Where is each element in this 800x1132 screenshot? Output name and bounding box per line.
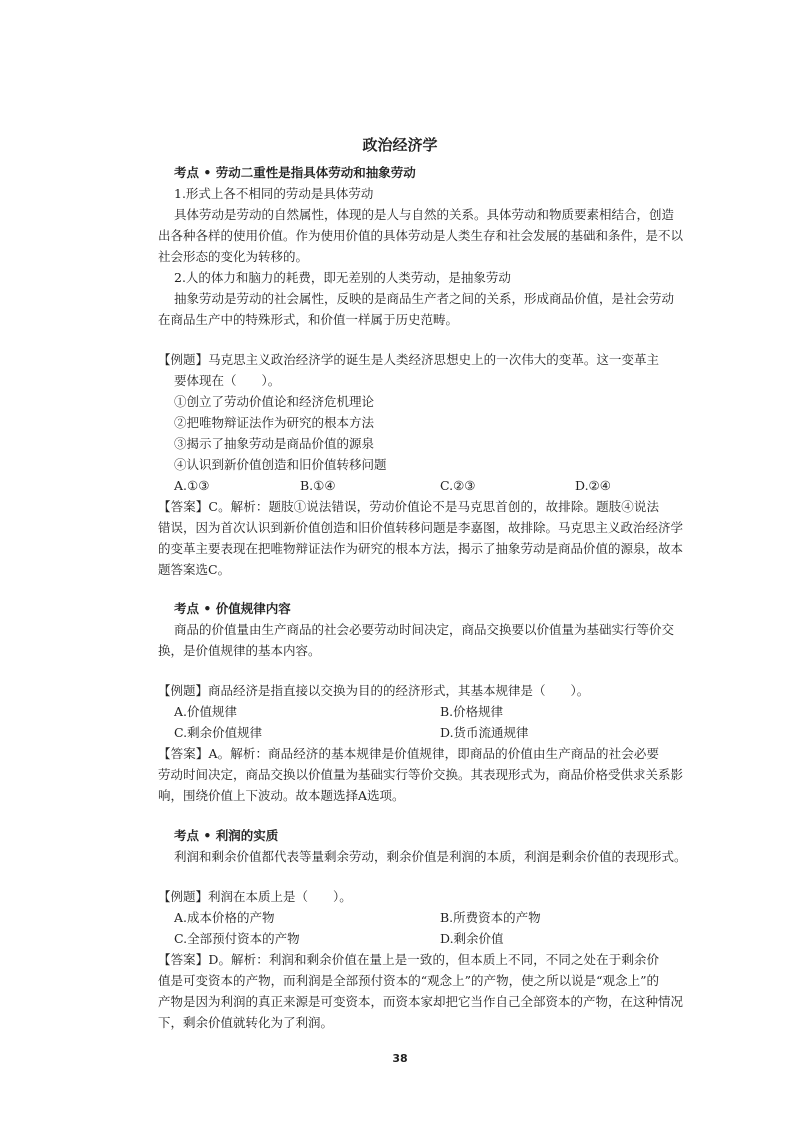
paragraph-line: 抽象劳动是劳动的社会属性，反映的是商品生产者之间的关系，形成商品价值，是社会劳动	[174, 291, 675, 306]
option-d: D.剩余价值	[440, 931, 504, 946]
example-question: 【例题】马克思主义政治经济学的诞生是人类经济思想史上的一次伟大的变革。这一变革主	[158, 352, 659, 367]
paragraph-line: 出各种各样的使用价值。作为使用价值的具体劳动是人类生存和社会发展的基础和条件，是不以	[158, 228, 684, 243]
option-c: C.全部预付资本的产物	[174, 931, 300, 946]
statement-item: ③揭示了抽象劳动是商品价值的源泉	[174, 436, 375, 451]
answer-explanation: 劳动时间决定，商品交换以价值量为基础实行等价交换。其表现形式为，商品价格受供求关系影	[158, 767, 684, 782]
answer-explanation: 【答案】C。解析：题肢①说法错误，劳动价值论不是马克思首创的，故排除。题肢④说法	[158, 499, 659, 514]
answer-explanation: 值是可变资本的产物，而利润是全部预付资本的“观念上”的产物，使之所以说是“观念上”的	[158, 973, 659, 988]
option-a: A.价值规律	[174, 704, 238, 719]
section-heading-profit-essence: 考点 • 利润的实质	[174, 828, 279, 843]
answer-explanation: 【答案】A。解析：商品经济的基本规律是价值规律，即商品的价值由生产商品的社会必要	[158, 746, 659, 761]
answer-explanation: 的变革主要表现在把唯物辩证法作为研究的根本方法，揭示了抽象劳动是商品价值的源泉，故本	[158, 541, 684, 556]
paragraph-line: 社会形态的变化为转移的。	[158, 249, 309, 264]
paragraph-line: 商品的价值量由生产商品的社会必要劳动时间决定，商品交换要以价值量为基础实行等价交	[174, 622, 675, 637]
paragraph-line: 具体劳动是劳动的自然属性，体现的是人与自然的关系。具体劳动和物质要素相结合，创造	[174, 207, 675, 222]
example-question: 要体现在（ ）。	[174, 373, 281, 388]
section-heading-labor-duality: 考点 • 劳动二重性是指具体劳动和抽象劳动	[174, 165, 416, 180]
paragraph-line: 利润和剩余价值都代表等量剩余劳动，剩余价值是利润的本质，利润是剩余价值的表现形式。	[174, 849, 687, 864]
statement-item: ①创立了劳动价值论和经济危机理论	[174, 394, 375, 409]
answer-explanation: 题答案选C。	[158, 562, 231, 577]
paragraph-line: 换，是价值规律的基本内容。	[158, 643, 321, 658]
example-question: 【例题】商品经济是指直接以交换为目的的经济形式，其基本规律是（ ）。	[158, 683, 590, 698]
section-heading-value-law: 考点 • 价值规律内容	[174, 601, 291, 616]
page-title: 政治经济学	[362, 136, 438, 154]
option-a: A.成本价格的产物	[174, 910, 275, 925]
answer-explanation: 下，剩余价值就转化为了利润。	[158, 1015, 334, 1030]
option-b: B.价格规律	[440, 704, 504, 719]
option-c: C.剩余价值规律	[174, 725, 263, 740]
answer-explanation: 响，围绕价值上下波动。故本题选择A选项。	[158, 788, 405, 803]
page-number: 38	[392, 1052, 408, 1065]
example-question: 【例题】利润在本质上是（ ）。	[158, 889, 352, 904]
option-b: B.①④	[300, 478, 336, 493]
paragraph-line: 2.人的体力和脑力的耗费，即无差别的人类劳动，是抽象劳动	[174, 270, 511, 285]
option-a: A.①③	[174, 478, 210, 493]
statement-item: ④认识到新价值创造和旧价值转移问题	[174, 457, 387, 472]
paragraph-line: 1.形式上各不相同的劳动是具体劳动	[174, 186, 374, 201]
answer-explanation: 错误，因为首次认识到新价值创造和旧价值转移问题是李嘉图，故排除。马克思主义政治经济学	[158, 520, 684, 535]
option-c: C.②③	[440, 478, 476, 493]
paragraph-line: 在商品生产中的特殊形式，和价值一样属于历史范畴。	[158, 312, 459, 327]
option-b: B.所费资本的产物	[440, 910, 541, 925]
answer-explanation: 产物是因为利润的真正来源是可变资本，而资本家却把它当作自己全部资本的产物，在这种情况	[158, 994, 684, 1009]
option-d: D.货币流通规律	[440, 725, 529, 740]
option-d: D.②④	[575, 478, 611, 493]
statement-item: ②把唯物辩证法作为研究的根本方法	[174, 415, 375, 430]
answer-explanation: 【答案】D。解析：利润和剩余价值在量上是一致的，但本质上不同，不同之处在于剩余价	[158, 952, 659, 967]
